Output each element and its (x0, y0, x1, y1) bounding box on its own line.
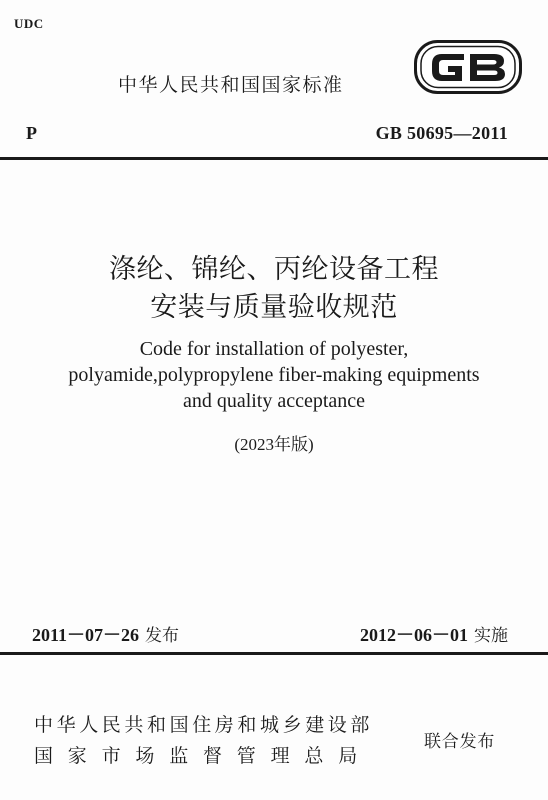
issue-date: 2011－07－26 (32, 625, 140, 645)
standard-number: GB 50695—2011 (375, 123, 508, 143)
effective-label: 实施 (474, 626, 508, 646)
english-title-line-3: and quality acceptance (182, 390, 366, 412)
chinese-title-line-1: 涤纶、锦纶、丙纶设备工程 (109, 254, 439, 285)
bottom-divider (0, 652, 548, 655)
issue-date-block (32, 621, 179, 647)
issuer-line-1: 中华人民共和国住房和城乡建设部 (34, 714, 374, 736)
english-title-line-2: polyamide,polypropylene fiber-making equipments (68, 364, 480, 386)
gb-logo-icon (414, 40, 522, 94)
standard-type-title: 中华人民共和国国家标准 (118, 74, 344, 96)
classification-code: P (26, 123, 37, 143)
top-divider (0, 157, 548, 160)
effective-date-block (360, 621, 508, 647)
issuer-line-2: 国家市场监督管理总局 (34, 745, 373, 767)
udc-label: UDC (14, 16, 44, 31)
chinese-title-line-2: 安装与质量验收规范 (150, 292, 398, 323)
joint-issue-label: 联合发布 (424, 732, 496, 752)
edition-label: (2023年版) (234, 435, 314, 454)
effective-date: 2012－06－01 (360, 625, 468, 645)
english-title-line-1: Code for installation of polyester, (139, 338, 409, 360)
issue-label: 发布 (145, 626, 180, 646)
